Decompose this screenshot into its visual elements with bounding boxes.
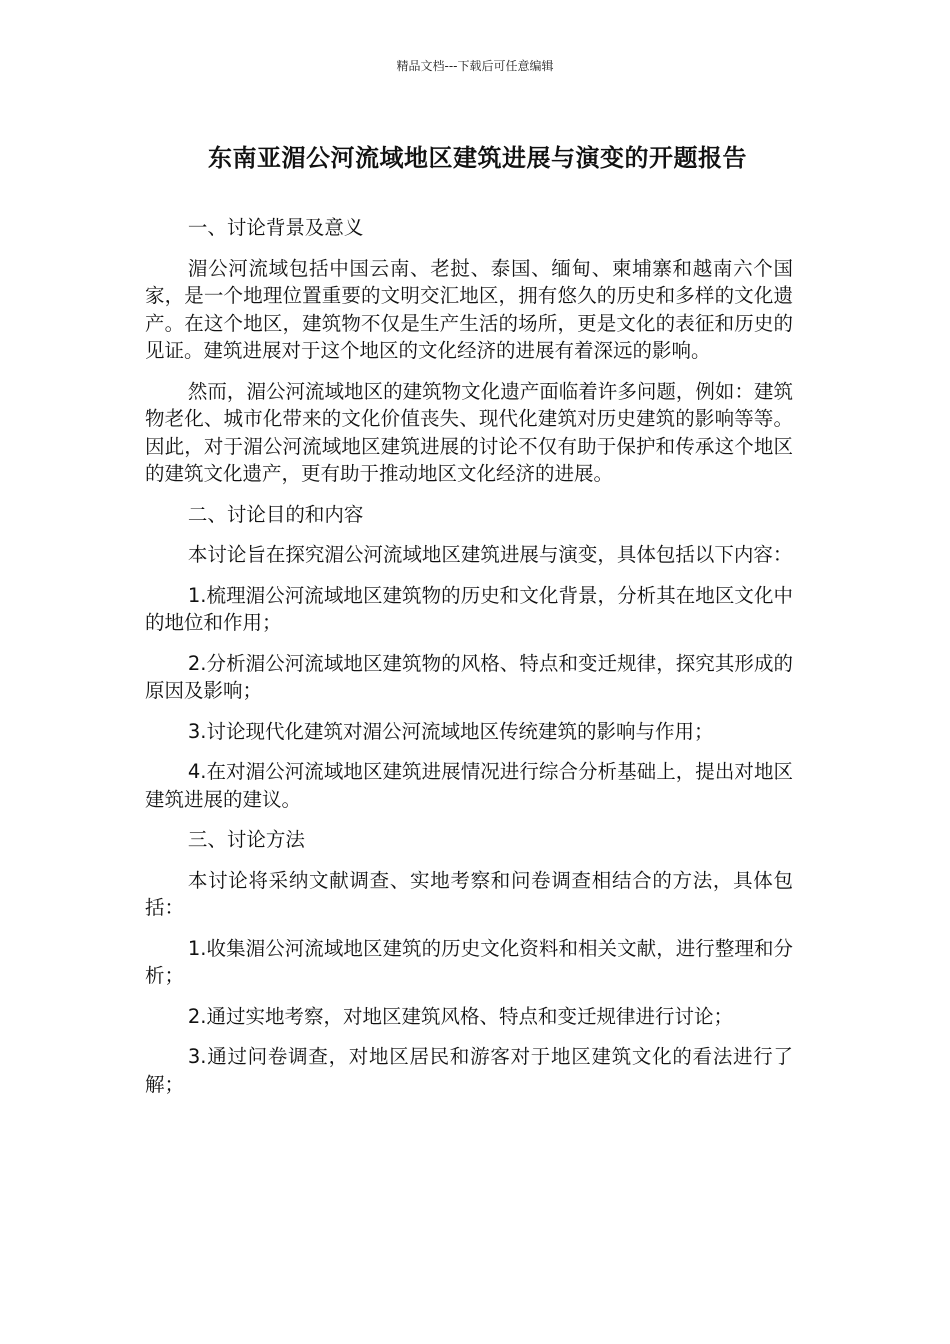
list-item-purpose-1: 1.梳理湄公河流域地区建筑物的历史和文化背景，分析其在地区文化中的地位和作用； [145,583,793,634]
paragraph-background-1: 湄公河流域包括中国云南、老挝、泰国、缅甸、柬埔寨和越南六个国家，是一个地理位置重要的文明交汇地区，拥有悠久的历史和多样的文化遗产。在这个地区，建筑物不仅是生产生活的场所，更是文化的表征和历史的见证。建筑进展对于这个地区的文化经济的进展有着深远的影响。 [145,256,793,362]
list-item-method-2: 2.通过实地考察，对地区建筑风格、特点和变迁规律进行讨论； [187,1004,733,1028]
list-item-purpose-4: 4.在对湄公河流域地区建筑进展情况进行综合分析基础上，提出对地区建筑进展的建议。 [145,760,793,811]
list-item-method-3: 3.通过问卷调查，对地区居民和游客对于地区建筑文化的看法进行了解； [145,1045,793,1096]
list-item-method-1: 1.收集湄公河流域地区建筑的历史文化资料和相关文献，进行整理和分析； [145,936,793,987]
list-item-purpose-3: 3.讨论现代化建筑对湄公河流域地区传统建筑的影响与作用； [187,719,714,743]
header-note: 精品文档---下载后可任意编辑 [396,59,554,73]
document-title: 东南亚湄公河流域地区建筑进展与演变的开题报告 [208,144,747,172]
section-heading-purpose: 二、讨论目的和内容 [187,502,364,526]
paragraph-method-intro: 本讨论将采纳文献调查、实地考察和问卷调查相结合的方法，具体包括： [145,868,793,919]
section-heading-background: 一、讨论背景及意义 [187,216,364,239]
paragraph-purpose-intro: 本讨论旨在探究湄公河流域地区建筑进展与演变，具体包括以下内容： [187,543,793,566]
section-heading-method: 三、讨论方法 [187,828,305,851]
paragraph-background-2: 然而，湄公河流域地区的建筑物文化遗产面临着许多问题，例如：建筑物老化、城市化带来的文化价值丧失、现代化建筑对历史建筑的影响等等。因此，对于湄公河流域地区建筑进展的讨论不仅有助于保护和传承这个地区的建筑文化遗产，更有助于推动地区文化经济的进展。 [145,379,793,485]
document-body [145,214,793,1111]
list-item-purpose-2: 2.分析湄公河流域地区建筑物的风格、特点和变迁规律，探究其形成的原因及影响； [145,651,793,702]
